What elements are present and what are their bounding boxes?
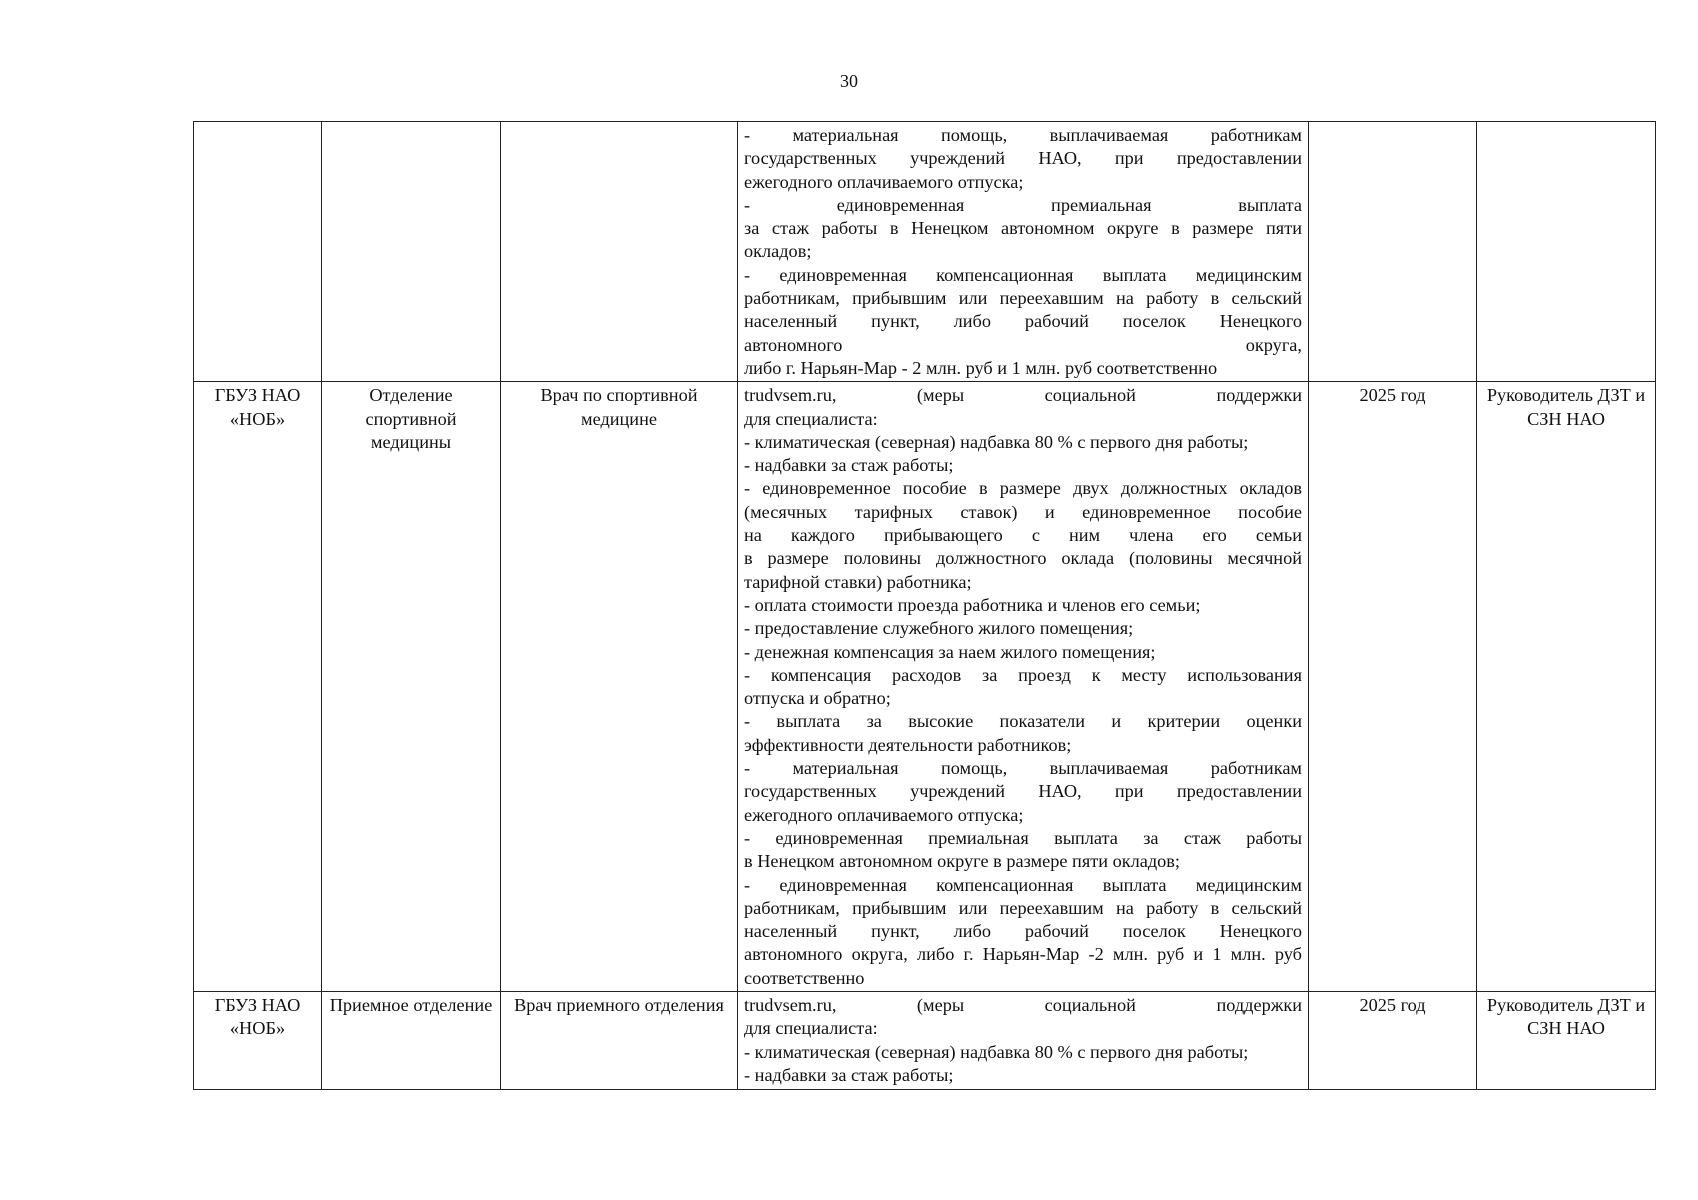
support-line: - климатическая (северная) надбавка 80 % с первого дня работы;: [744, 431, 1249, 452]
support-measures-cell: [738, 122, 1309, 382]
vacancy-table: [193, 121, 1656, 1090]
position-cell: [501, 122, 738, 382]
department-cell: [322, 122, 501, 382]
support-line: отпуска и обратно;: [744, 688, 891, 709]
position-cell: Врач по спортивной медицине: [501, 382, 738, 992]
support-line: - денежная компенсация за наем жилого помещения;: [744, 641, 1156, 662]
support-measures-cell: [738, 991, 1309, 1089]
support-line: либо г. Нарьян-Мар - 2 млн. руб и 1 млн. руб соответственно: [744, 357, 1218, 378]
support-line: trudvsem.ru, (меры социальной поддержки: [744, 994, 1302, 1015]
support-line: - оплата стоимости проезда работника и членов его семьи;: [744, 594, 1201, 615]
support-line: - надбавки за стаж работы;: [744, 455, 954, 476]
support-line: эффективности деятельности работников;: [744, 734, 1072, 755]
support-line: ежегодного оплачиваемого отпуска;: [744, 804, 1024, 825]
support-line: окладов;: [744, 241, 812, 262]
table-row: [194, 122, 1656, 382]
support-line: - единовременная премиальная выплата за стаж работы: [744, 827, 1302, 848]
support-line: (месячных тарифных ставок) и единовременное пособие: [744, 501, 1302, 522]
support-line: - единовременная компенсационная выплата медицинским: [744, 874, 1302, 895]
table-row: [194, 382, 1656, 992]
responsible-cell: Руководитель ДЗТ и СЗН НАО: [1477, 382, 1656, 992]
support-line: работникам, прибывшим или переехавшим на работу в сельский: [744, 897, 1302, 918]
support-line: - единовременная компенсационная выплата медицинским: [744, 264, 1302, 285]
support-line: - единовременная премиальная выплата: [744, 194, 1302, 215]
support-measures-cell: [738, 382, 1309, 992]
support-line: для специалиста:: [744, 1018, 878, 1039]
support-line: - единовременное пособие в размере двух должностных окладов: [744, 478, 1302, 499]
support-line: - материальная помощь, выплачиваемая работникам: [744, 758, 1302, 779]
support-line: в Ненецком автономном округе в размере пяти окладов;: [744, 851, 1180, 872]
table-row: [194, 991, 1656, 1089]
support-line: государственных учреждений НАО, при предоставлении: [744, 148, 1302, 169]
support-line: - климатическая (северная) надбавка 80 % с первого дня работы;: [744, 1041, 1249, 1062]
support-line: trudvsem.ru, (меры социальной поддержки: [744, 385, 1302, 406]
responsible-cell: Руководитель ДЗТ и СЗН НАО: [1477, 991, 1656, 1089]
support-line: тарифной ставки) работника;: [744, 571, 972, 592]
support-line: в размере половины должностного оклада (половины месячной: [744, 548, 1302, 569]
org-cell: ГБУЗ НАО «НОБ»: [194, 382, 322, 992]
support-line: для специалиста:: [744, 408, 878, 429]
support-line: - выплата за высокие показатели и критерии оценки: [744, 711, 1302, 732]
position-cell: Врач приемного отделения: [501, 991, 738, 1089]
support-line: государственных учреждений НАО, при предоставлении: [744, 781, 1302, 802]
support-line: на каждого прибывающего с ним члена его семьи: [744, 525, 1302, 546]
support-line: автономного округа,: [744, 334, 1302, 355]
page-number: 30: [840, 71, 858, 91]
support-line: населенный пункт, либо рабочий поселок Ненецкого: [744, 311, 1302, 332]
support-line: - надбавки за стаж работы;: [744, 1064, 954, 1085]
year-cell: 2025 год: [1309, 382, 1477, 992]
support-line: - материальная помощь, выплачиваемая работникам: [744, 125, 1302, 145]
support-line: работникам, прибывшим или переехавшим на работу в сельский: [744, 288, 1302, 309]
support-line: соответственно: [744, 967, 865, 988]
org-cell: [194, 122, 322, 382]
department-cell: Отделение спортивной медицины: [322, 382, 501, 992]
year-cell: [1309, 122, 1477, 382]
department-cell: Приемное отделение: [322, 991, 501, 1089]
support-line: ежегодного оплачиваемого отпуска;: [744, 171, 1024, 192]
org-cell: ГБУЗ НАО «НОБ»: [194, 991, 322, 1089]
responsible-cell: [1477, 122, 1656, 382]
year-cell: 2025 год: [1309, 991, 1477, 1089]
support-line: за стаж работы в Ненецком автономном округе в размере пяти: [744, 218, 1302, 239]
support-line: - предоставление служебного жилого помещения;: [744, 618, 1134, 639]
support-line: населенный пункт, либо рабочий поселок Ненецкого: [744, 921, 1302, 942]
support-line: - компенсация расходов за проезд к месту использования: [744, 664, 1302, 685]
support-line: автономного округа, либо г. Нарьян-Мар -2 млн. руб и 1 млн. руб: [744, 944, 1302, 965]
